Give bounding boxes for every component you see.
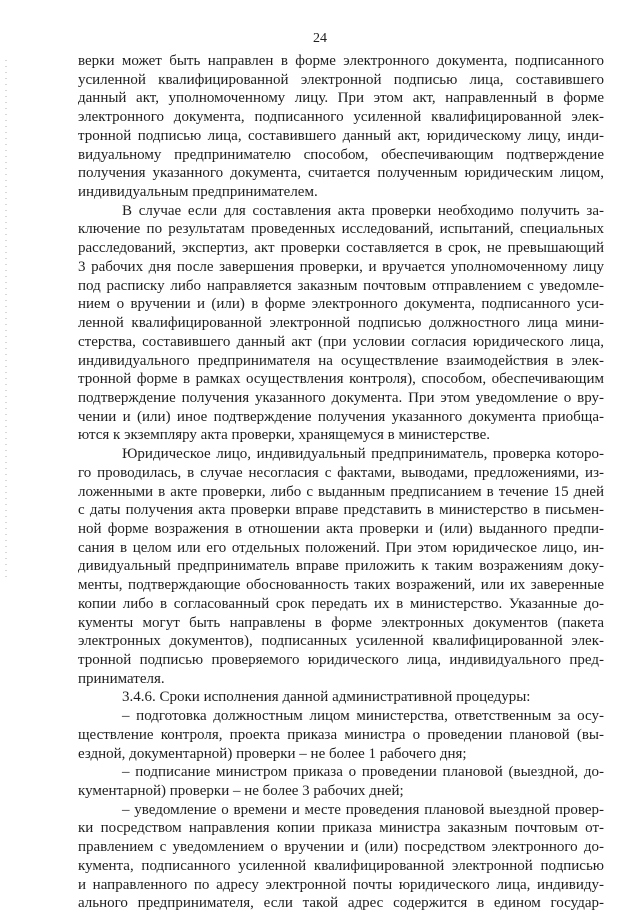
text-line: усиленной квалифицированной электронной подписью лица, составившего (78, 71, 604, 88)
text-line: с даты получения акта проверки вправе представить в министерство в письмен- (78, 502, 604, 519)
text-line: ездной, документарной) проверки – не более 1 рабочего дня; (78, 745, 467, 762)
text-line: верки может быть направлен в форме электронного документа, подписанного (78, 53, 604, 69)
text-line: кумента, подписанного усиленной квалифицированной электронной подписью (78, 857, 604, 874)
body-text (78, 52, 604, 913)
text-line: принимателя. (78, 670, 165, 687)
text-line: под расписку либо направляется заказным почтовым отправлением с уведомле- (78, 277, 604, 294)
text-line: – уведомление о времени и месте проведения плановой выездной провер- (122, 801, 604, 818)
text-line: получения указанного документа, считается полученным юридическим лицом, (78, 165, 604, 182)
text-line: и направленного по адресу электронной почты юридического лица, индивиду- (78, 876, 604, 893)
text-line: ложенными в акте проверки, либо с выданным предписанием в течение 15 дней (78, 483, 604, 500)
scan-binding-marks (5, 60, 7, 580)
text-line: электронных документов), подписанных усиленной квалифицированной элек- (78, 633, 604, 650)
text-line: стерства, составившего данный акт (при условии согласия юридического лица, (78, 333, 604, 350)
text-line: кументарной) проверки – не более 3 рабочих дней; (78, 783, 404, 800)
text-line: копии либо в согласованный срок передать их в министерство. Указанные до- (78, 595, 604, 612)
text-line: кументы могут быть направлены в форме электронных документов (пакета (78, 614, 604, 631)
text-line: электронного документа, подписанного усиленной квалифицированной элек- (78, 109, 604, 126)
text-line: данный акт, уполномоченному лицу. При этом акт, направленный в форме (78, 90, 604, 107)
text-line: ной форме возражения в отношении акта проверки и (или) выданного предпи- (78, 520, 604, 537)
text-line: правлением с уведомлением о вручении и (или) посредством электронного до- (78, 839, 604, 856)
text-line: сания в целом или его отдельных положений. При этом юридическое лицо, ин- (78, 539, 604, 556)
text-line: тронной форме в рамках осуществления контроля), способом, обеспечивающим (78, 371, 604, 388)
text-line: 3.4.6. Сроки исполнения данной административной процедуры: (122, 689, 531, 706)
text-line: ального предпринимателя, если такой адрес содержится в едином государ- (78, 895, 604, 912)
text-line: ключение по результатам проведенных исследований, испытаний, специальных (78, 221, 604, 238)
text-line: В случае если для составления акта проверки необходимо получить за- (122, 202, 604, 219)
text-line: тронной подписью лица, составившего данный акт, юридическому лицу, инди- (78, 127, 604, 144)
text-line: нием о вручении и (или) в форме электронного документа, подписанного уси- (78, 296, 604, 313)
text-line: дивидуальный предприниматель вправе приложить к таким возражениям доку- (78, 558, 604, 575)
text-line: расследований, экспертиз, акт проверки составляется в срок, не превышающий (78, 240, 604, 257)
page-number: 24 (313, 31, 327, 46)
text-line: индивидуального предпринимателя на осуществление взаимодействия в элек- (78, 352, 604, 369)
text-line: менты, подтверждающие обоснованность таких возражений, или их заверенные (78, 577, 604, 594)
text-line: 3 рабочих дня после завершения проверки, и вручается уполномоченному лицу (78, 258, 604, 275)
text-line: чении и (или) иное подтверждение получения указанного документа приобща- (78, 408, 604, 425)
text-line: ществление контроля, проекта приказа министра о проведении плановой (вы- (78, 726, 604, 743)
text-line: тронной подписью проверяемого юридического лица, индивидуального пред- (78, 652, 604, 668)
text-line: индивидуальным предпринимателем. (78, 184, 318, 201)
text-line: подтверждение получения указанного документа. При этом уведомление о вру- (78, 389, 604, 406)
text-line: видуальному предпринимателю способом, обеспечивающим подтверждение (78, 146, 604, 163)
text-line: ленной квалифицированной электронной подписью должностного лица мини- (78, 315, 604, 332)
text-line: ки посредством направления копии приказа министра заказным почтовым от- (78, 820, 604, 837)
text-line: ются к экземпляру акта проверки, хранящемуся в министерстве. (78, 427, 491, 444)
text-line: – подготовка должностным лицом министерства, ответственным за осу- (122, 708, 604, 725)
text-line: – подписание министром приказа о проведении плановой (выездной, до- (122, 764, 604, 781)
text-line: го проводилась, в случае несогласия с фактами, выводами, предложениями, из- (78, 464, 604, 481)
text-line: Юридическое лицо, индивидуальный предприниматель, проверка которо- (122, 446, 604, 463)
